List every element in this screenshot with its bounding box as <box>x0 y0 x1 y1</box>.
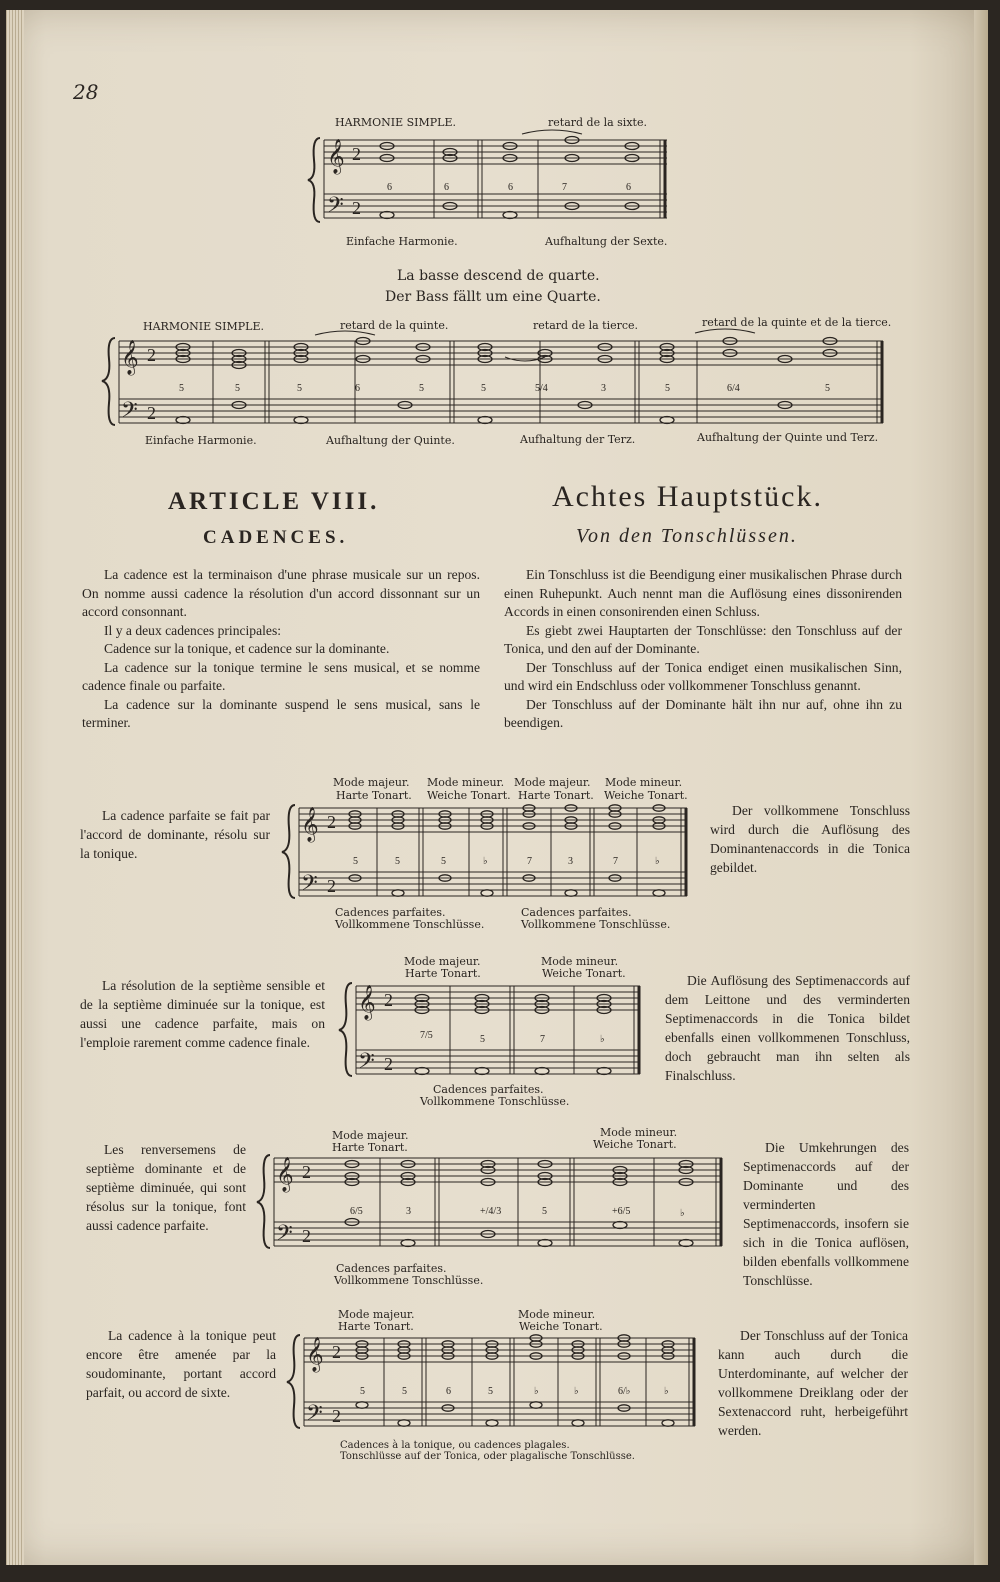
ex1-retard: retard de la sixte. <box>548 116 647 129</box>
ex5-staff <box>260 1150 730 1260</box>
ex5-label-2-de: Weiche Tonart. <box>593 1138 677 1151</box>
svg-text:𝄞: 𝄞 <box>276 1158 294 1191</box>
svg-text:𝄞: 𝄞 <box>327 140 345 173</box>
ex4-label-1: Mode majeur. <box>404 955 481 968</box>
svg-text:𝄢: 𝄢 <box>358 1049 375 1078</box>
ex2-figure: 5 <box>235 383 240 394</box>
svg-text:𝄢: 𝄢 <box>301 871 318 900</box>
ex6-label-1: Mode majeur. <box>338 1308 415 1321</box>
svg-text:𝄞: 𝄞 <box>301 808 319 841</box>
paragraph: La cadence est la terminaison d'une phrase musicale sur un repos. On nomme aussi cadence la résolution d'un accord dissonnant sur un accord consonnant. <box>82 567 480 619</box>
ex4-staff <box>342 978 647 1088</box>
ex6-figure: 6 <box>446 1386 451 1397</box>
svg-text:𝄢: 𝄢 <box>306 1401 323 1430</box>
svg-text:2: 2 <box>384 990 393 1010</box>
ex1-label: HARMONIE SIMPLE. <box>335 116 456 129</box>
svg-text:𝄢: 𝄢 <box>327 193 344 222</box>
svg-text:𝄢: 𝄢 <box>121 398 138 427</box>
ex2-retard-both: retard de la quinte et de la tierce. <box>702 316 892 329</box>
ex2-figure: 3 <box>601 383 606 394</box>
ex2-caption-2: Aufhaltung der Quinte. <box>326 434 455 447</box>
ex2-figure: 5 <box>297 383 302 394</box>
ex2-figure: 5/4 <box>535 383 548 394</box>
ex2-figure: 5 <box>179 383 184 394</box>
ex2-figure: 6 <box>355 383 360 394</box>
svg-text:2: 2 <box>147 403 156 423</box>
ex3-label-2-de: Weiche Tonart. <box>427 789 511 802</box>
ex5-label-2: Mode mineur. <box>600 1126 678 1139</box>
ex4-label-2: Mode mineur. <box>541 955 619 968</box>
ex5-figure: 3 <box>406 1206 411 1217</box>
ex5-caption-de: Vollkommene Tonschlüsse. <box>334 1274 484 1287</box>
ex2-caption-fr: La basse descend de quarte. <box>397 268 600 284</box>
ex4-figure: 7/5 <box>420 1030 433 1041</box>
intro-text-fr <box>82 566 480 733</box>
ex4-caption-de: Vollkommene Tonschlüsse. <box>420 1095 570 1108</box>
ex5-label-1-de: Harte Tonart. <box>332 1141 408 1154</box>
ex1-figure: 6 <box>444 182 449 193</box>
ex4-caption: Cadences parfaites. <box>433 1083 544 1096</box>
ex5-figure: +6/5 <box>612 1206 631 1217</box>
paragraph: Ein Tonschluss ist die Beendigung einer musikalischen Phrase durch einen Ruhepunkt. Auch nennt man die Auflösung eines dissonirenden Accords in einen consonirenden einen Schluss. <box>504 567 902 619</box>
svg-text:𝄢: 𝄢 <box>276 1221 293 1250</box>
ex5-text-de: Die Umkehrungen des Septimenaccords auf der Dominante und des verminderten Septimenaccords, insofern sie sich in die Tonica auflösen, bilden ebenfalls vollkommene Tonschlüsse. <box>743 1140 909 1288</box>
paragraph: Il y a deux cadences principales: <box>104 622 282 638</box>
ex3-figure: 7 <box>613 856 618 867</box>
article-subtitle-fr: CADENCES. <box>203 527 349 548</box>
svg-text:2: 2 <box>327 812 336 832</box>
svg-text:2: 2 <box>352 144 361 164</box>
svg-text:2: 2 <box>147 345 156 365</box>
ex6-figure: 6/♭ <box>618 1386 631 1397</box>
ex1-figure: 6 <box>508 182 513 193</box>
ex3-label-1: Mode majeur. <box>333 776 410 789</box>
ex1-caption-left: Einfache Harmonie. <box>346 235 458 248</box>
ex3-figure: 3 <box>568 856 573 867</box>
page-edge-left <box>6 10 24 1565</box>
ex4-label-1-de: Harte Tonart. <box>405 967 481 980</box>
paragraph: La cadence sur la dominante suspend le sens musical, sans le terminer. <box>82 696 480 730</box>
svg-text:𝄞: 𝄞 <box>358 986 376 1019</box>
ex2-label: HARMONIE SIMPLE. <box>143 320 264 333</box>
ex5-caption: Cadences parfaites. <box>336 1262 447 1275</box>
ex3-label-1-de: Harte Tonart. <box>336 789 412 802</box>
ex5-label-1: Mode majeur. <box>332 1129 409 1142</box>
ex3-staff <box>285 800 695 910</box>
ex2-retard-tierce: retard de la tierce. <box>533 319 639 332</box>
ex2-caption-de: Der Bass fällt um eine Quarte. <box>385 289 601 305</box>
ex5-text-fr: Les renversemens de septième dominante et de septième diminuée, qui sont résolus sur la tonique, font aussi cadence parfaite. <box>86 1142 246 1233</box>
ex2-retard-quinte: retard de la quinte. <box>340 319 449 332</box>
ex3-figure: ♭ <box>483 856 488 867</box>
ex3-figure: ♭ <box>655 856 660 867</box>
ex3-caption-2-de: Vollkommene Tonschlüsse. <box>521 918 671 931</box>
ex3-caption-1: Cadences parfaites. <box>335 906 446 919</box>
ex1-figure: 6 <box>626 182 631 193</box>
ex3-label-4: Mode mineur. <box>605 776 683 789</box>
ex6-figure: 5 <box>402 1386 407 1397</box>
ex4-figure: 5 <box>480 1034 485 1045</box>
ex6-staff <box>290 1330 705 1440</box>
ex3-label-4-de: Weiche Tonart. <box>604 789 688 802</box>
ex2-figure: 5 <box>825 383 830 394</box>
ex6-caption: Cadences à la tonique, ou cadences plagales. <box>340 1440 570 1451</box>
ex6-figure: 5 <box>360 1386 365 1397</box>
svg-text:2: 2 <box>384 1054 393 1074</box>
svg-text:𝄞: 𝄞 <box>306 1338 324 1371</box>
ex4-text-fr: La résolution de la septième sensible et de la septième diminuée sur la tonique, est aussi une cadence parfaite, mais on l'emploie rarement comme cadence finale. <box>80 978 325 1050</box>
ex6-text-fr: La cadence à la tonique peut encore être amenée par la soudominante, portant accord parfait, ou accord de sixte. <box>86 1328 276 1400</box>
ex3-text-de: Der vollkommene Tonschluss wird durch die Auflösung des Dominantenaccords in die Tonica gebildet. <box>710 803 910 875</box>
ex5-figure: ♭ <box>680 1208 685 1219</box>
ex3-label-3-de: Harte Tonart. <box>518 789 594 802</box>
ex2-staff <box>105 333 895 438</box>
svg-text:2: 2 <box>332 1406 341 1426</box>
ex3-figure: 5 <box>441 856 446 867</box>
ex6-figure: ♭ <box>664 1386 669 1397</box>
ex3-label-3: Mode majeur. <box>514 776 591 789</box>
ex1-staff <box>312 130 672 240</box>
paragraph: Cadence sur la tonique, et cadence sur la dominante. <box>104 641 390 656</box>
ex2-caption-4: Aufhaltung der Quinte und Terz. <box>697 431 879 444</box>
ex6-label-1-de: Harte Tonart. <box>338 1320 414 1333</box>
article-subtitle-de: Von den Tonschlüssen. <box>576 525 798 547</box>
ex6-figure: ♭ <box>574 1386 579 1397</box>
ex2-caption-3: Aufhaltung der Terz. <box>520 433 636 446</box>
ex1-figure: 7 <box>562 182 567 193</box>
article-title-fr: ARTICLE VIII. <box>168 488 380 515</box>
ex3-figure: 7 <box>527 856 532 867</box>
ex4-figure: 7 <box>540 1034 545 1045</box>
ex6-caption-de: Tonschlüsse auf der Tonica, oder plagalische Tonschlüsse. <box>340 1451 635 1462</box>
page-edge-right <box>974 10 988 1565</box>
ex2-figure: 5 <box>665 383 670 394</box>
ex6-label-2: Mode mineur. <box>518 1308 596 1321</box>
ex3-caption-1-de: Vollkommene Tonschlüsse. <box>335 918 485 931</box>
svg-text:2: 2 <box>302 1226 311 1246</box>
ex3-figure: 5 <box>353 856 358 867</box>
svg-text:2: 2 <box>302 1162 311 1182</box>
ex6-text-de: Der Tonschluss auf der Tonica kann auch durch die Unterdominante, auf welcher der vollkommene Dreiklang oder der Sextenaccord ruht, herbeigeführt werden. <box>718 1328 908 1438</box>
ex4-label-2-de: Weiche Tonart. <box>542 967 626 980</box>
ex3-text-fr: La cadence parfaite se fait par l'accord de dominante, résolu sur la tonique. <box>80 808 270 861</box>
svg-text:2: 2 <box>327 876 336 896</box>
ex3-figure: 5 <box>395 856 400 867</box>
svg-text:2: 2 <box>352 198 361 218</box>
ex3-caption-2: Cadences parfaites. <box>521 906 632 919</box>
ex5-figure: 5 <box>542 1206 547 1217</box>
page-number: 28 <box>73 80 99 104</box>
ex2-figure: 5 <box>481 383 486 394</box>
article-title-de: Achtes Hauptstück. <box>552 480 823 513</box>
ex2-figure: 6/4 <box>727 383 740 394</box>
ex1-caption-right: Aufhaltung der Sexte. <box>545 235 668 248</box>
paragraph: La cadence sur la tonique termine le sens musical, et se nomme cadence finale ou parfaite. <box>82 659 480 693</box>
ex2-caption-1: Einfache Harmonie. <box>145 434 257 447</box>
ex6-label-2-de: Weiche Tonart. <box>519 1320 603 1333</box>
ex1-figure: 6 <box>387 182 392 193</box>
svg-text:2: 2 <box>332 1342 341 1362</box>
svg-text:𝄞: 𝄞 <box>121 341 139 374</box>
ex6-figure: 5 <box>488 1386 493 1397</box>
paragraph: Der Tonschluss auf der Tonica endiget einen musikalischen Sinn, und wird ein Endschluss oder vollkommener Tonschluss genannt. <box>504 659 902 693</box>
ex5-figure: +/4/3 <box>480 1206 502 1217</box>
paragraph: Der Tonschluss auf der Dominante hält ihn nur auf, ohne ihn zu beendigen. <box>504 696 902 730</box>
ex6-figure: ♭ <box>534 1386 539 1397</box>
ex4-figure: ♭ <box>600 1034 605 1045</box>
paragraph: Es giebt zwei Hauptarten der Tonschlüsse: den Tonschluss auf der Tonica, und den auf der Dominante. <box>504 622 902 656</box>
ex5-figure: 6/5 <box>350 1206 363 1217</box>
ex4-text-de: Die Auflösung des Septimenaccords auf dem Leittone und des verminderten Septimenaccords in die Tonica bildet ebenfalls einen vollkommenen Tonschluss, doch gebraucht man ihn selten als Finalschluss. <box>665 973 910 1083</box>
intro-text-de <box>504 566 902 733</box>
ex3-label-2: Mode mineur. <box>427 776 505 789</box>
ex2-figure: 5 <box>419 383 424 394</box>
